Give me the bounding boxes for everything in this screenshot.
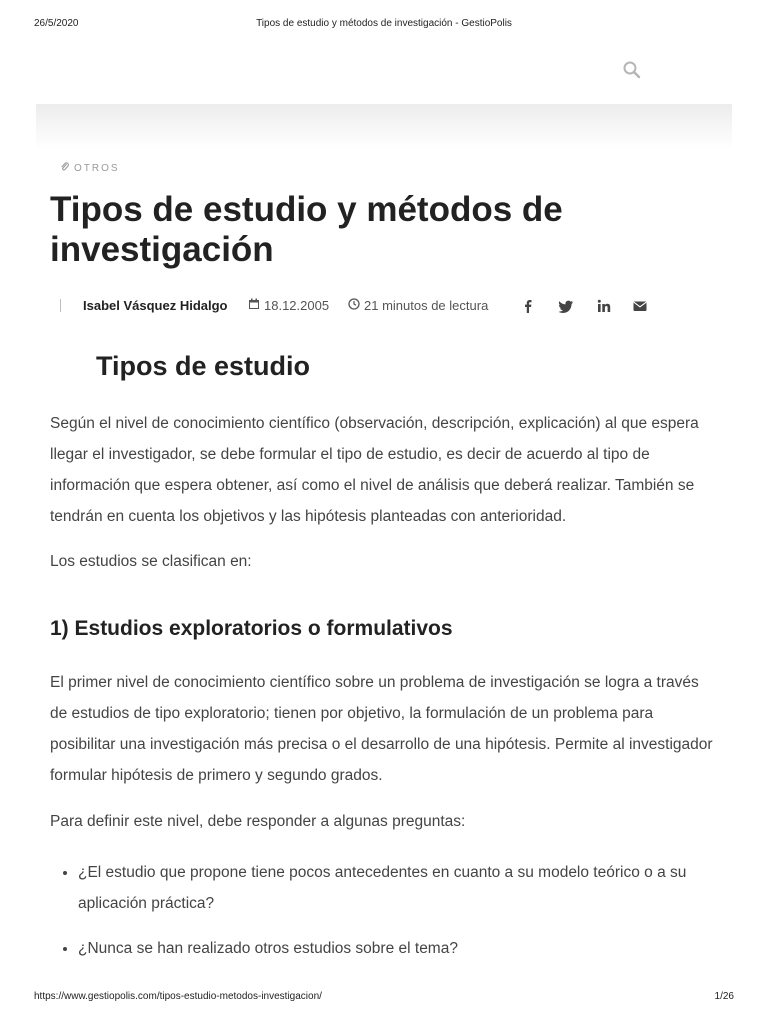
clock-icon [348,296,360,316]
question-list [50,857,738,978]
paragraph-1: Según el nivel de conocimiento científico (observación, descripción, explicación) al que espera llegar el investigador, se debe formular el tipo de estudio, es decir de acuerdo al tipo de información que espera obtener, así como el nivel de análisis que deberá realizar. También se tendrán en cuenta los objetivos y las hipótesis planteadas con anterioridad. [50,415,699,525]
category-label: OTROS [74,163,120,174]
calendar-icon [248,296,260,316]
category-link[interactable] [60,162,120,175]
print-date: 26/5/2020 [34,18,79,29]
paperclip-icon [60,162,70,175]
search-icon[interactable] [622,60,642,80]
reading-time-text: 21 minutos de lectura [364,298,489,313]
header-shadow [36,104,732,150]
print-url: https://www.gestiopolis.com/tipos-estudio-metodos-investigacion/ [34,991,322,1002]
reading-time [348,296,488,316]
list-item: • ¿Nunca se han realizado otros estudios sobre el tema? [78,933,738,964]
print-header [34,18,734,29]
publish-date [248,296,329,316]
facebook-icon[interactable] [520,298,536,314]
print-title: Tipos de estudio y métodos de investigación - GestioPolis [256,18,512,29]
linkedin-icon[interactable] [596,298,612,314]
article-title: Tipos de estudio y métodos de investigación [50,190,563,269]
paragraph-2: Los estudios se clasifican en: [50,553,252,570]
author-name[interactable]: Isabel Vásquez Hidalgo [83,298,228,313]
print-footer [34,991,734,1002]
section-title: Tipos de estudio [96,351,311,381]
list-item: • ¿El estudio que propone tiene pocos antecedentes en cuanto a su modelo teórico o a su aplicación práctica? [78,857,738,919]
twitter-icon[interactable] [558,298,574,314]
subsection-title: 1) Estudios exploratorios o formulativos [50,617,453,640]
date-text: 18.12.2005 [264,298,330,313]
meta-divider [60,299,61,312]
email-icon[interactable] [632,298,648,314]
page-number: 1/26 [714,991,734,1002]
paragraph-3: El primer nivel de conocimiento científico sobre un problema de investigación se logra a través de estudios de tipo exploratorio; tienen por objetivo, la formulación de un problema para posibilitar una investigación más precisa o el desarrollo de una hipótesis. Permite al investigador formular hipótesis de primero y segundo grados. [50,674,713,784]
paragraph-4: Para definir este nivel, debe responder a algunas preguntas: [50,813,466,830]
